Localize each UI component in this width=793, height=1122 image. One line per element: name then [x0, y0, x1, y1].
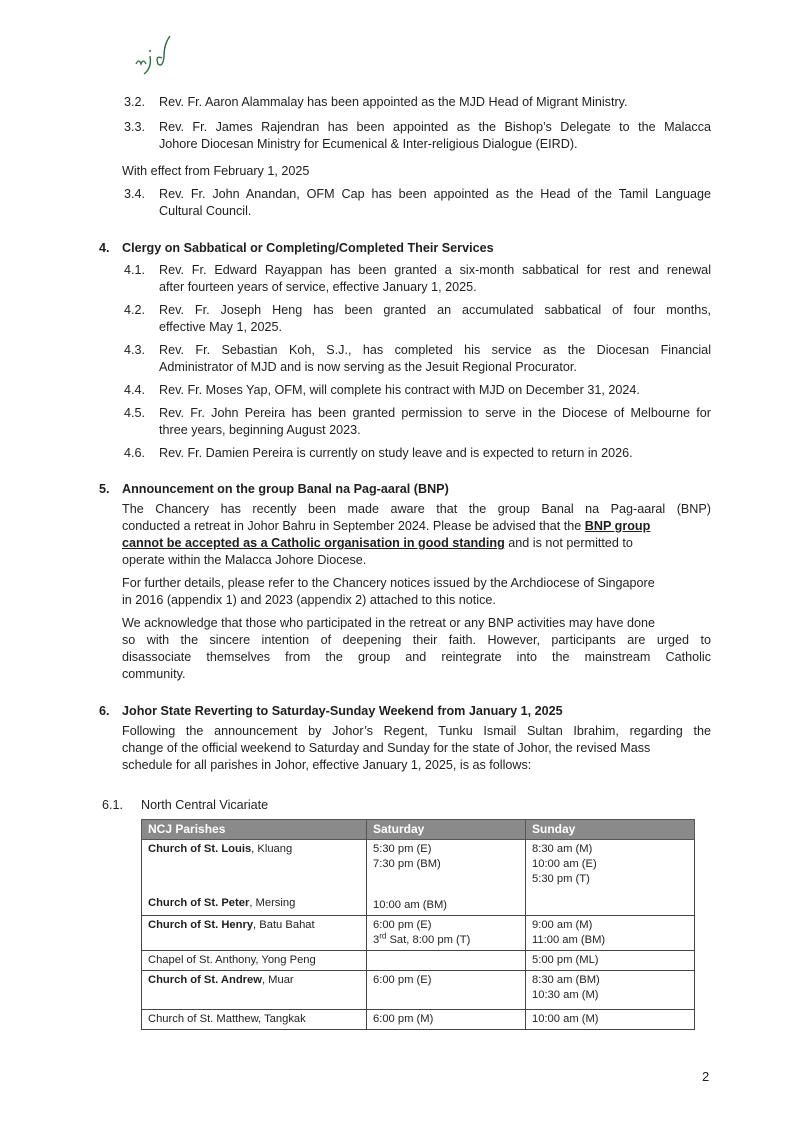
- item-number: 4.4.: [124, 383, 146, 397]
- item-number: 4.5.: [124, 406, 146, 420]
- parish-cell: Church of St. Louis, Kluang Church of St. Peter, Mersing: [142, 840, 367, 916]
- section-number: 5.: [99, 482, 110, 496]
- item-number: 4.2.: [124, 303, 146, 317]
- paragraph-line: We acknowledge that those who participated in the retreat or any BNP activities may have done: [122, 616, 655, 630]
- table-row: [142, 916, 695, 951]
- paragraph-line: community.: [122, 667, 186, 681]
- subsection-title: North Central Vicariate: [141, 798, 269, 812]
- paragraph-line: change of the official weekend to Saturday and Sunday for the state of Johor, the revised Mass: [122, 741, 651, 755]
- item-text: effective May 1, 2025.: [159, 320, 282, 334]
- column-header-saturday: Saturday: [367, 820, 526, 840]
- column-header-sunday: Sunday: [526, 820, 695, 840]
- item-number: 4.1.: [124, 263, 146, 277]
- section-number: 6.: [99, 704, 110, 718]
- parish-cell: Chapel of St. Anthony, Yong Peng: [142, 951, 367, 971]
- saturday-cell: 6:00 pm (E): [367, 971, 526, 1010]
- item-number: 3.4.: [124, 187, 146, 201]
- mass-schedule-table: [141, 819, 695, 1030]
- item-number: 4.6.: [124, 446, 146, 460]
- item-text: Rev. Fr. Moses Yap, OFM, will complete his contract with MJD on December 31, 2024.: [159, 383, 640, 397]
- paragraph-line: The Chancery has recently been made aware that the group Banal na Pag-aaral (BNP): [122, 502, 711, 516]
- section-title: Clergy on Sabbatical or Completing/Completed Their Services: [122, 241, 494, 255]
- column-header-parishes: NCJ Parishes: [142, 820, 367, 840]
- item-number: 3.3.: [124, 120, 146, 134]
- item-text: Cultural Council.: [159, 204, 252, 218]
- table-row: [142, 1010, 695, 1030]
- table-row: [142, 971, 695, 1010]
- table-row: [142, 840, 695, 916]
- subsection-number: 6.1.: [102, 798, 124, 812]
- item-text: Rev. Fr. Damien Pereira is currently on study leave and is expected to return in 2026.: [159, 446, 633, 460]
- item-text: Rev. Fr. Joseph Heng has been granted an accumulated sabbatical of four months,: [159, 303, 711, 317]
- parish-cell: Church of St. Andrew, Muar: [142, 971, 367, 1010]
- table-header-row: [142, 820, 695, 840]
- paragraph-line: conducted a retreat in Johor Bahru in September 2024. Please be advised that the BNP group: [122, 519, 651, 533]
- sunday-cell: 8:30 am (M) 10:00 am (E) 5:30 pm (T): [526, 840, 695, 916]
- item-number: 4.3.: [124, 343, 146, 357]
- item-text: Rev. Fr. Edward Rayappan has been granted a six-month sabbatical for rest and renewal: [159, 263, 711, 277]
- diocese-logo: [132, 30, 180, 78]
- paragraph-line: cannot be accepted as a Catholic organisation in good standing and is not permitted to: [122, 536, 633, 550]
- sunday-cell: 9:00 am (M) 11:00 am (BM): [526, 916, 695, 951]
- saturday-cell: 6:00 pm (E) 3rd Sat, 8:00 pm (T): [367, 916, 526, 951]
- table-row: [142, 951, 695, 971]
- saturday-cell: 5:30 pm (E) 7:30 pm (BM) 10:00 am (BM): [367, 840, 526, 916]
- item-text: Rev. Fr. Sebastian Koh, S.J., has completed his service as the Diocesan Financial: [159, 343, 711, 357]
- item-text: Rev. Fr. James Rajendran has been appointed as the Bishop’s Delegate to the Malacca: [159, 120, 711, 134]
- paragraph-line: For further details, please refer to the Chancery notices issued by the Archdiocese of Singapore: [122, 576, 655, 590]
- saturday-cell: [367, 951, 526, 971]
- paragraph-line: schedule for all parishes in Johor, effective January 1, 2025, is as follows:: [122, 758, 532, 772]
- bnp-emphasis: BNP group: [584, 519, 651, 533]
- bnp-emphasis: cannot be accepted as a Catholic organisation in good standing: [122, 536, 505, 550]
- section-number: 4.: [99, 241, 110, 255]
- sunday-cell: 10:00 am (M): [526, 1010, 695, 1030]
- item-text: after fourteen years of service, effective January 1, 2025.: [159, 280, 477, 294]
- saturday-cell: 6:00 pm (M): [367, 1010, 526, 1030]
- section-title: Announcement on the group Banal na Pag-aaral (BNP): [122, 482, 449, 496]
- item-text: Rev. Fr. John Anandan, OFM Cap has been appointed as the Head of the Tamil Language: [159, 187, 711, 201]
- parish-cell: Church of St. Henry, Batu Bahat: [142, 916, 367, 951]
- sunday-cell: 8:30 am (BM) 10:30 am (M): [526, 971, 695, 1010]
- item-text: three years, beginning August 2023.: [159, 423, 361, 437]
- item-text: Rev. Fr. John Pereira has been granted permission to serve in the Diocese of Melbourne for: [159, 406, 711, 420]
- section-title: Johor State Reverting to Saturday-Sunday Weekend from January 1, 2025: [122, 704, 563, 718]
- page-number: 2: [702, 1069, 710, 1084]
- paragraph-line: in 2016 (appendix 1) and 2023 (appendix 2) attached to this notice.: [122, 593, 496, 607]
- item-number: 3.2.: [124, 95, 146, 109]
- parish-cell: Church of St. Matthew, Tangkak: [142, 1010, 367, 1030]
- item-text: Johore Diocesan Ministry for Ecumenical & Inter-religious Dialogue (EIRD).: [159, 137, 578, 151]
- paragraph-line: Following the announcement by Johor’s Regent, Tunku Ismail Sultan Ibrahim, regarding the: [122, 724, 711, 738]
- paragraph-line: operate within the Malacca Johore Diocese.: [122, 553, 367, 567]
- paragraph-line: disassociate themselves from the group and reintegrate into the mainstream Catholic: [122, 650, 711, 664]
- sunday-cell: 5:00 pm (ML): [526, 951, 695, 971]
- item-text: Administrator of MJD and is now serving as the Jesuit Regional Procurator.: [159, 360, 577, 374]
- item-text: Rev. Fr. Aaron Alammalay has been appointed as the MJD Head of Migrant Ministry.: [159, 95, 628, 109]
- paragraph-line: so with the sincere intention of deepening their faith. However, participants are urged to: [122, 633, 711, 647]
- effective-date: With effect from February 1, 2025: [122, 164, 310, 178]
